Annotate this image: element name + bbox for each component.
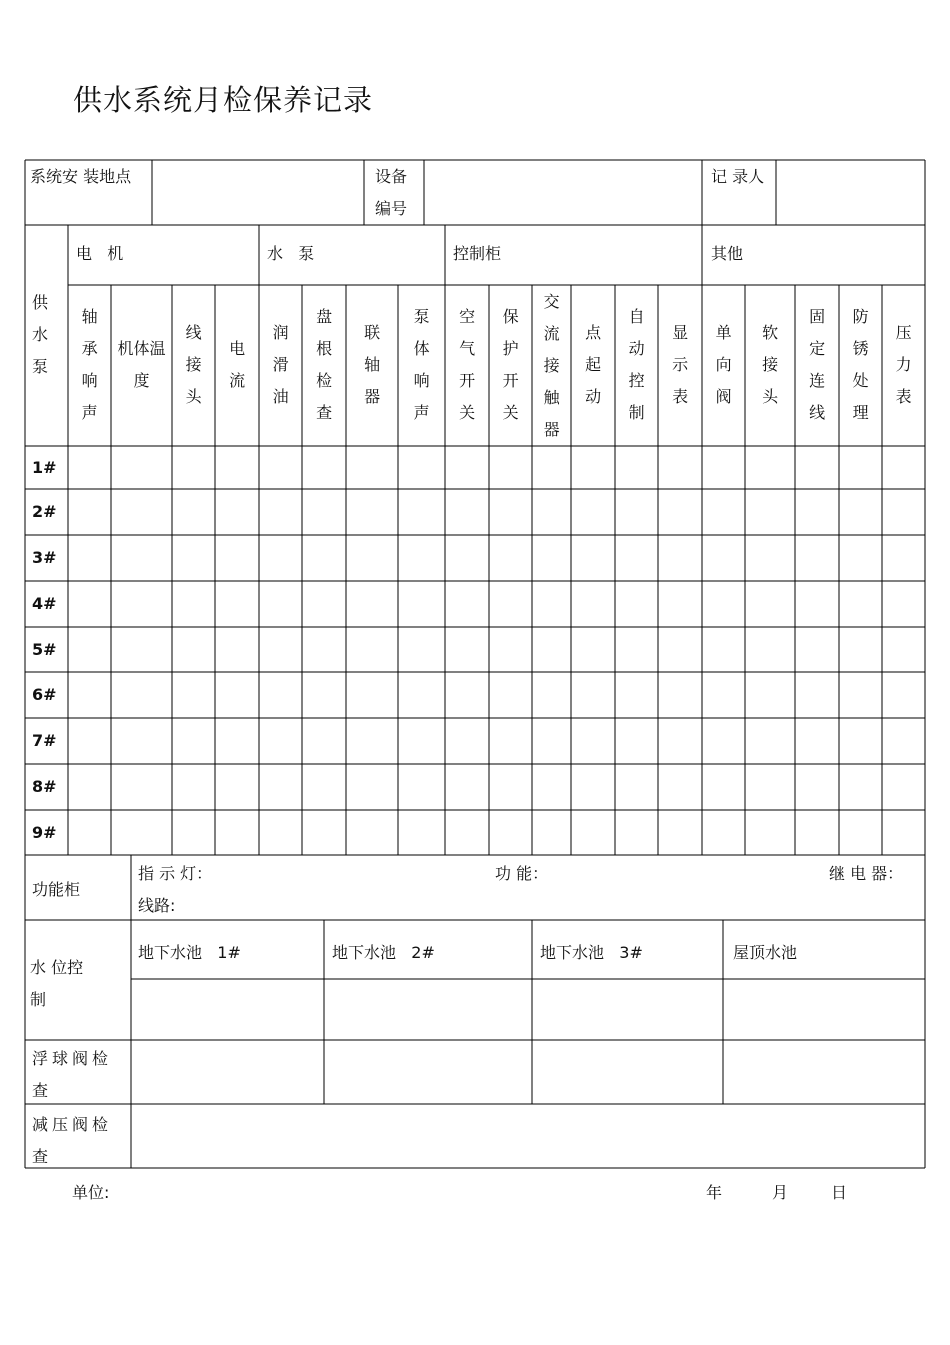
pump-row-8-label: 8#	[32, 777, 57, 796]
column-header-12: 点起动	[585, 323, 602, 406]
column-header-8: 泵体响声	[413, 307, 430, 422]
column-header-18: 防锈处理	[852, 307, 869, 422]
column-header-14: 显示表	[672, 323, 689, 406]
function-cabinet-label: 功能柜	[32, 880, 81, 899]
float-valve-check-label: 浮球阀检查	[32, 1049, 113, 1100]
unit-label: 单位:	[72, 1183, 110, 1202]
day-label: 日	[831, 1183, 848, 1202]
pump-row-3-label: 3#	[32, 548, 57, 567]
column-header-10: 保护开关	[502, 307, 519, 422]
pump-row-6-label: 6#	[32, 685, 57, 704]
function-label: 功 能：	[495, 864, 549, 883]
water-level-control-label: 水 位控 制	[30, 958, 84, 1009]
column-header-1: 轴承响声	[81, 307, 98, 422]
pump-row-1-label: 1#	[32, 458, 57, 477]
device-number-label: 设备编号	[374, 167, 407, 218]
pump-row-9-label: 9#	[32, 823, 57, 842]
pump-row-2-label: 2#	[32, 502, 57, 521]
group-motor: 电 机	[76, 244, 124, 263]
relay-label: 继 电 器：	[829, 864, 904, 883]
column-header-2: 机体温度	[117, 339, 166, 390]
page-title: 供水系统月检保养记录	[73, 83, 374, 117]
column-header-3: 线接头	[185, 323, 202, 406]
pump-row-4-label: 4#	[32, 594, 57, 613]
group-other: 其他	[711, 244, 744, 263]
indicator-light-label: 指 示 灯：	[138, 864, 213, 883]
roof-pool-label: 屋顶水池	[733, 943, 798, 962]
column-header-7: 联轴器	[364, 323, 381, 406]
column-header-4: 电流	[229, 339, 246, 390]
line-label: 线路:	[138, 896, 176, 915]
pressure-valve-check-label: 减压阀检查	[32, 1115, 113, 1166]
column-header-5: 润滑油	[272, 323, 289, 406]
recorder-label: 记 录人	[711, 167, 765, 186]
year-label: 年	[706, 1183, 723, 1202]
column-header-13: 自动控制	[628, 307, 645, 422]
month-label: 月	[772, 1183, 789, 1202]
install-location-label: 系统安 装地点	[30, 167, 132, 186]
supply-pump-label: 供水泵	[31, 293, 48, 376]
column-header-16: 软接头	[762, 323, 779, 406]
pool-3-label: 地下水池 3#	[540, 943, 643, 962]
pump-row-5-label: 5#	[32, 640, 57, 659]
column-header-19: 压力表	[895, 323, 912, 406]
column-header-9: 空气开关	[459, 307, 476, 422]
pool-1-label: 地下水池 1#	[138, 943, 241, 962]
group-water-pump: 水 泵	[267, 244, 315, 263]
column-header-17: 固定连线	[809, 307, 826, 422]
group-control-cabinet: 控制柜	[453, 244, 502, 263]
column-header-6: 盘根检查	[316, 307, 333, 422]
column-header-11: 交流接触器	[543, 292, 560, 439]
pool-2-label: 地下水池 2#	[332, 943, 435, 962]
column-header-15: 单向阀	[715, 323, 732, 406]
pump-row-7-label: 7#	[32, 731, 57, 750]
